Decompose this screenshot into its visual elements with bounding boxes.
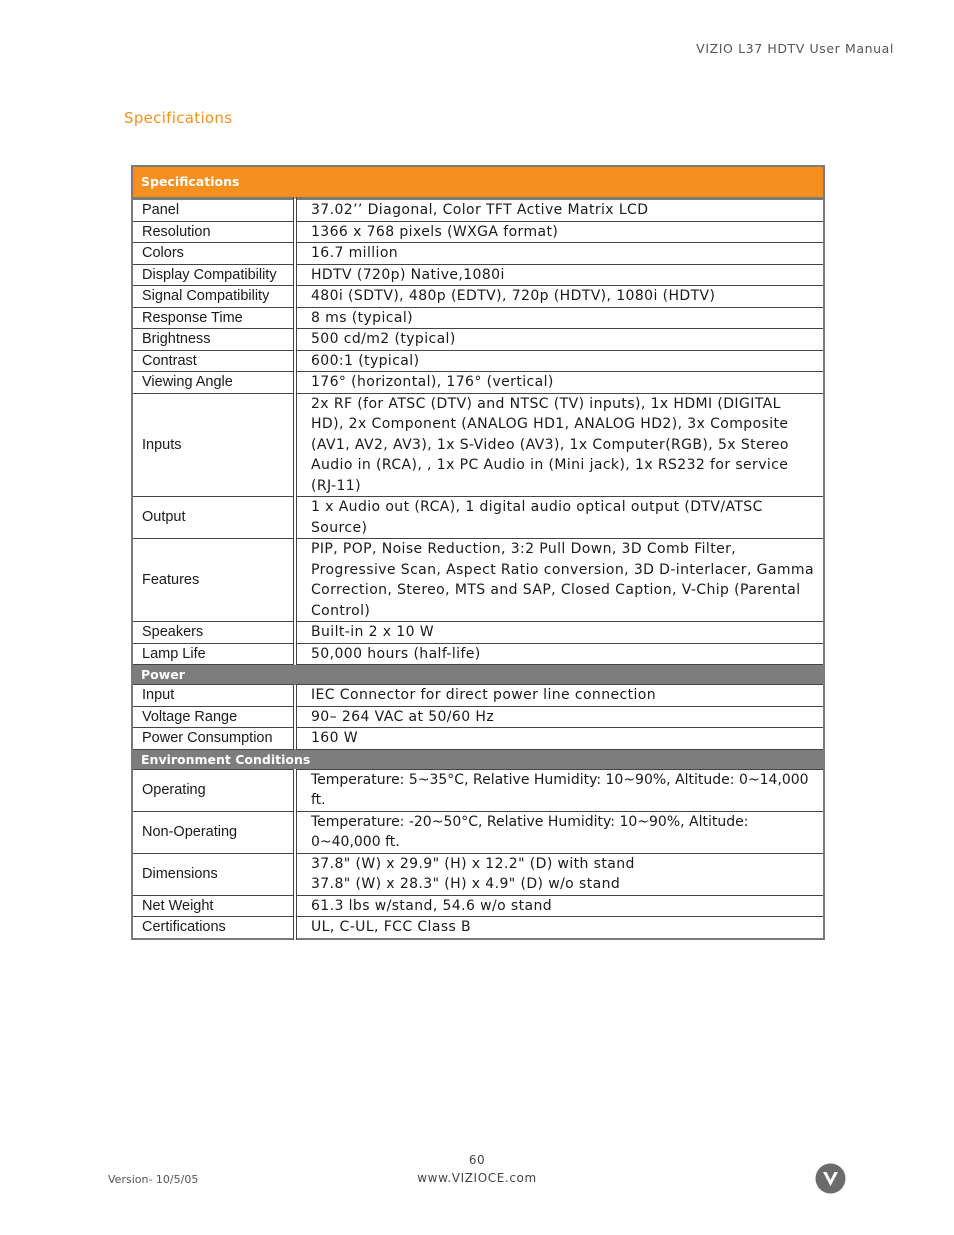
table-row — [132, 307, 824, 329]
spec-label: Response Time — [132, 307, 295, 329]
spec-value: 50,000 hours (half-life) — [295, 643, 824, 665]
spec-label: Speakers — [132, 622, 295, 644]
spec-label: Colors — [132, 243, 295, 265]
specifications-table — [131, 165, 825, 940]
table-row — [132, 286, 824, 308]
spec-label: Resolution — [132, 221, 295, 243]
spec-value: IEC Connector for direct power line connection — [295, 685, 824, 707]
spec-label: Output — [132, 497, 295, 539]
spec-value: 500 cd/m2 (typical) — [295, 329, 824, 351]
spec-label: Display Compatibility — [132, 264, 295, 286]
spec-label: Inputs — [132, 393, 295, 497]
dimensions-with-stand: 37.8" (W) x 29.9" (H) x 12.2" (D) with stand — [311, 855, 635, 872]
environment-section-title: Environment Conditions — [132, 749, 824, 769]
power-section-title: Power — [132, 665, 824, 685]
spec-value: Built-in 2 x 10 W — [295, 622, 824, 644]
table-row — [132, 853, 824, 895]
table-row — [132, 372, 824, 394]
page-number: 60 — [468, 1153, 486, 1167]
spec-value: Temperature: 5~35°C, Relative Humidity: 10~90%, Altitude: 0~14,000 ft. — [295, 769, 824, 811]
table-row — [132, 769, 824, 811]
spec-label: Power Consumption — [132, 728, 295, 750]
document-header: VIZIO L37 HDTV User Manual — [696, 41, 894, 56]
table-row — [132, 622, 824, 644]
table-row — [132, 221, 824, 243]
section-title: Specifications — [124, 109, 233, 127]
table-row — [132, 329, 824, 351]
table-row — [132, 706, 824, 728]
table-row — [132, 393, 824, 497]
spec-label: Operating — [132, 769, 295, 811]
table-row — [132, 539, 824, 622]
spec-value: 8 ms (typical) — [295, 307, 824, 329]
spec-label: Dimensions — [132, 853, 295, 895]
spec-value: 37.02’’ Diagonal, Color TFT Active Matrix LCD — [295, 199, 824, 222]
table-row — [132, 728, 824, 750]
table-title-row — [132, 166, 824, 199]
spec-value: 2x RF (for ATSC (DTV) and NTSC (TV) inputs), 1x HDMI (DIGITAL HD), 2x Component (ANALOG HD1, ANALOG HD2), 3x Composite (AV1, AV2, AV3), 1x S-Video (AV3), 1x Computer(RGB), 5x Stereo Audio in (RCA), , 1x PC Audio in (Mini jack), 1x RS232 for service (RJ-11) — [295, 393, 824, 497]
environment-section-row — [132, 749, 824, 769]
spec-label: Panel — [132, 199, 295, 222]
spec-value: 480i (SDTV), 480p (EDTV), 720p (HDTV), 1080i (HDTV) — [295, 286, 824, 308]
spec-label: Features — [132, 539, 295, 622]
spec-label: Certifications — [132, 917, 295, 939]
spec-value: 16.7 million — [295, 243, 824, 265]
table-row — [132, 643, 824, 665]
spec-label: Viewing Angle — [132, 372, 295, 394]
spec-value: 1 x Audio out (RCA), 1 digital audio optical output (DTV/ATSC Source) — [295, 497, 824, 539]
spec-label: Voltage Range — [132, 706, 295, 728]
version-text: Version- 10/5/05 — [108, 1173, 199, 1186]
spec-value: HDTV (720p) Native,1080i — [295, 264, 824, 286]
spec-value: PIP, POP, Noise Reduction, 3:2 Pull Down, 3D Comb Filter, Progressive Scan, Aspect Ratio conversion, 3D D-interlacer, Gamma Correction, Stereo, MTS and SAP, Closed Caption, V-Chip (Parental Control) — [295, 539, 824, 622]
table-row — [132, 497, 824, 539]
spec-value — [295, 853, 824, 895]
spec-label: Signal Compatibility — [132, 286, 295, 308]
spec-label: Non-Operating — [132, 811, 295, 853]
table-title: Specifications — [132, 166, 824, 199]
table-row — [132, 264, 824, 286]
spec-label: Contrast — [132, 350, 295, 372]
power-section-row — [132, 665, 824, 685]
table-row — [132, 243, 824, 265]
spec-value: Temperature: -20~50°C, Relative Humidity: 10~90%, Altitude: 0~40,000 ft. — [295, 811, 824, 853]
spec-label: Lamp Life — [132, 643, 295, 665]
spec-value: UL, C-UL, FCC Class B — [295, 917, 824, 939]
vizio-v-logo-icon — [815, 1163, 846, 1194]
table-row — [132, 350, 824, 372]
spec-label: Brightness — [132, 329, 295, 351]
table-row — [132, 811, 824, 853]
spec-value: 176° (horizontal), 176° (vertical) — [295, 372, 824, 394]
spec-label: Net Weight — [132, 895, 295, 917]
spec-label: Input — [132, 685, 295, 707]
website-link[interactable]: www.VIZIOCE.com — [417, 1171, 537, 1185]
dimensions-without-stand: 37.8" (W) x 28.3" (H) x 4.9" (D) w/o stand — [311, 876, 621, 892]
table-row — [132, 895, 824, 917]
table-row — [132, 199, 824, 222]
spec-value: 90– 264 VAC at 50/60 Hz — [295, 706, 824, 728]
table-row — [132, 917, 824, 939]
spec-value: 61.3 lbs w/stand, 54.6 w/o stand — [295, 895, 824, 917]
spec-value: 600:1 (typical) — [295, 350, 824, 372]
spec-value: 160 W — [295, 728, 824, 750]
table-row — [132, 685, 824, 707]
spec-value: 1366 x 768 pixels (WXGA format) — [295, 221, 824, 243]
